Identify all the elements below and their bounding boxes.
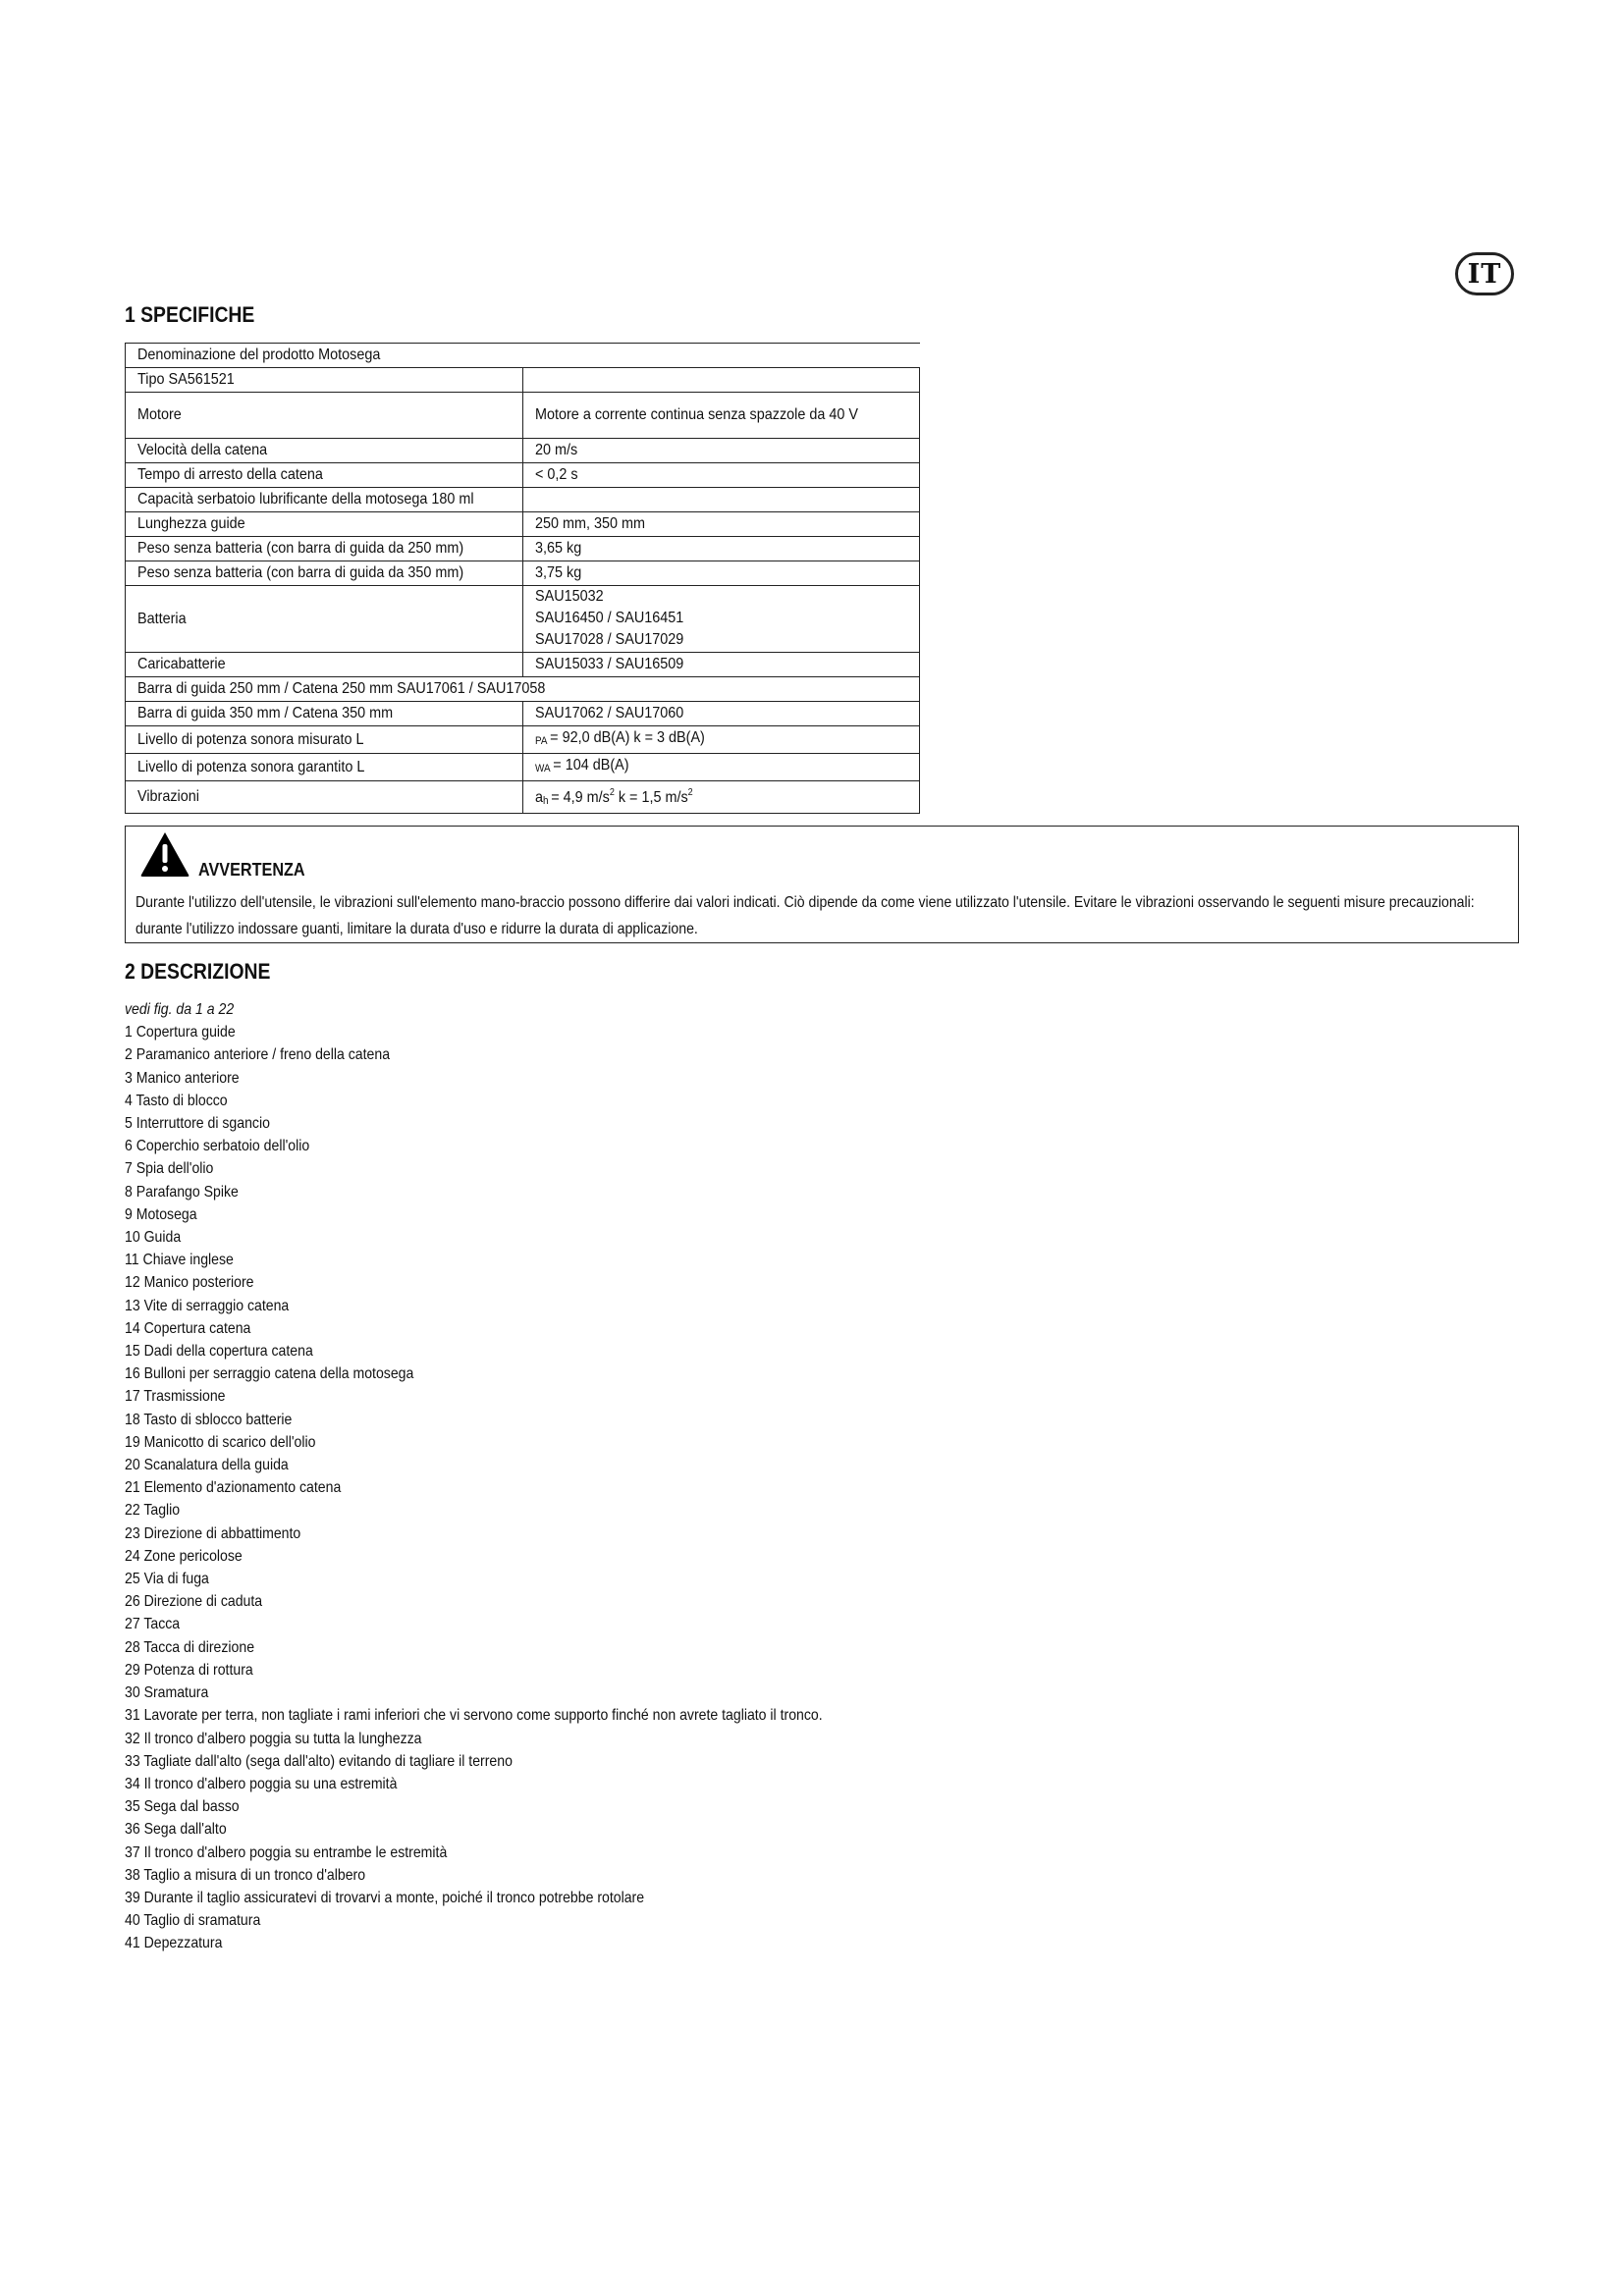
- table-row: [126, 344, 920, 368]
- list-item: 16 Bulloni per serraggio catena della motosega: [125, 1365, 414, 1383]
- warning-box: [125, 826, 1519, 943]
- list-item: 8 Parafango Spike: [125, 1183, 239, 1201]
- list-item: 31 Lavorate per terra, non tagliate i rami inferiori che vi servono come supporto finché non avrete tagliato il tronco.: [125, 1707, 823, 1725]
- list-item: 3 Manico anteriore: [125, 1069, 240, 1087]
- table-row: [126, 754, 920, 781]
- table-row: [126, 439, 920, 463]
- table-row: [126, 512, 920, 537]
- list-item: 34 Il tronco d'albero poggia su una estremità: [125, 1775, 398, 1792]
- spec-value: WA = 104 dB(A): [522, 754, 920, 781]
- table-row: [126, 537, 920, 561]
- list-item: 25 Via di fuga: [125, 1571, 209, 1588]
- table-row: [126, 463, 920, 488]
- list-item: 37 Il tronco d'albero poggia su entrambe le estremità: [125, 1843, 448, 1861]
- list-item: 40 Taglio di sramatura: [125, 1912, 261, 1930]
- list-item: 13 Vite di serraggio catena: [125, 1297, 290, 1314]
- list-item: 26 Direzione di caduta: [125, 1593, 263, 1611]
- table-row: [126, 677, 920, 702]
- list-item: 4 Tasto di blocco: [125, 1092, 228, 1109]
- list-item: 6 Coperchio serbatoio dell'olio: [125, 1138, 310, 1155]
- list-item: 28 Tacca di direzione: [125, 1638, 255, 1656]
- list-item: 24 Zone pericolose: [125, 1547, 243, 1565]
- spec-label: Batteria: [126, 586, 523, 653]
- list-item: 38 Taglio a misura di un tronco d'albero: [125, 1866, 366, 1884]
- spec-value: 20 m/s: [522, 439, 920, 463]
- list-item: 12 Manico posteriore: [125, 1274, 254, 1292]
- spec-value: 250 mm, 350 mm: [522, 512, 920, 537]
- table-row: [126, 368, 920, 393]
- spec-value: SAU15033 / SAU16509: [522, 653, 920, 677]
- spec-label: Tipo SA561521: [126, 368, 523, 393]
- list-item: 21 Elemento d'azionamento catena: [125, 1479, 342, 1497]
- section-title-specifications: 1 SPECIFICHE: [125, 302, 255, 327]
- specifications-table: [125, 343, 920, 814]
- spec-label: Barra di guida 250 mm / Catena 250 mm SAU17061 / SAU17058: [126, 677, 920, 702]
- table-row: [126, 488, 920, 512]
- spec-value: SAU15032 SAU16450 / SAU16451 SAU17028 / SAU17029: [522, 586, 920, 653]
- spec-value: Motore a corrente continua senza spazzole da 40 V: [522, 393, 920, 439]
- list-item: 32 Il tronco d'albero poggia su tutta la lunghezza: [125, 1730, 422, 1747]
- list-item: 36 Sega dall'alto: [125, 1821, 227, 1839]
- spec-label: Peso senza batteria (con barra di guida da 250 mm): [126, 537, 523, 561]
- list-item: 11 Chiave inglese: [125, 1252, 234, 1269]
- list-item: 23 Direzione di abbattimento: [125, 1524, 301, 1542]
- list-item: 27 Tacca: [125, 1616, 181, 1633]
- warning-text: Durante l'utilizzo dell'utensile, le vibrazioni sull'elemento mano-braccio possono differire dai valori indicati. Ciò dipende da come viene utilizzato l'utensile. Evitare le vibrazioni osservando le seguenti misure precauzionali: durante l'utilizzo indossare guanti, limitare la durata d'uso e ridurre la durata di applicazione.: [135, 894, 1475, 937]
- spec-value: PA = 92,0 dB(A) k = 3 dB(A): [522, 726, 920, 754]
- list-item: 14 Copertura catena: [125, 1319, 251, 1337]
- spec-label: Livello di potenza sonora misurato L: [126, 726, 523, 754]
- list-item: 9 Motosega: [125, 1205, 197, 1223]
- spec-value: [522, 368, 920, 393]
- spec-value: 3,75 kg: [522, 561, 920, 586]
- list-item: 33 Tagliate dall'alto (sega dall'alto) evitando di tagliare il terreno: [125, 1752, 513, 1770]
- list-item: 17 Trasmissione: [125, 1388, 226, 1406]
- spec-label: Peso senza batteria (con barra di guida da 350 mm): [126, 561, 523, 586]
- list-item: 18 Tasto di sblocco batterie: [125, 1411, 293, 1428]
- list-item: 7 Spia dell'olio: [125, 1160, 214, 1178]
- table-row: [126, 561, 920, 586]
- spec-label: Livello di potenza sonora garantito L: [126, 754, 523, 781]
- spec-value: SAU17062 / SAU17060: [522, 702, 920, 726]
- list-item: 10 Guida: [125, 1229, 182, 1247]
- description-list: [125, 998, 823, 1955]
- list-item: 29 Potenza di rottura: [125, 1661, 253, 1679]
- list-item: 1 Copertura guide: [125, 1024, 236, 1041]
- table-row: [126, 393, 920, 439]
- spec-value: 3,65 kg: [522, 537, 920, 561]
- list-item: 30 Sramatura: [125, 1684, 209, 1702]
- list-item: 19 Manicotto di scarico dell'olio: [125, 1433, 316, 1451]
- spec-label: Velocità della catena: [126, 439, 523, 463]
- warning-title: AVVERTENZA: [198, 860, 305, 880]
- list-item: 20 Scanalatura della guida: [125, 1457, 289, 1474]
- spec-label: Motore: [126, 393, 523, 439]
- table-row: [126, 653, 920, 677]
- list-item: 2 Paramanico anteriore / freno della catena: [125, 1046, 391, 1064]
- spec-label: Barra di guida 350 mm / Catena 350 mm: [126, 702, 523, 726]
- spec-value: [522, 488, 920, 512]
- spec-label: Vibrazioni: [126, 781, 523, 814]
- parts-list: [125, 1021, 823, 1954]
- list-item: 39 Durante il taglio assicuratevi di trovarvi a monte, poiché il tronco potrebbe rotolare: [125, 1889, 645, 1906]
- list-item: 15 Dadi della copertura catena: [125, 1343, 313, 1361]
- spec-label: Lunghezza guide: [126, 512, 523, 537]
- table-row: [126, 702, 920, 726]
- table-row: [126, 781, 920, 814]
- warning-icon: [139, 830, 190, 878]
- list-item: 22 Taglio: [125, 1502, 181, 1520]
- table-row: [126, 726, 920, 754]
- spec-label: Capacità serbatoio lubrificante della motosega 180 ml: [126, 488, 523, 512]
- list-item: 41 Depezzatura: [125, 1935, 223, 1952]
- spec-label: Denominazione del prodotto Motosega: [126, 344, 920, 368]
- spec-label: Caricabatterie: [126, 653, 523, 677]
- list-item: 35 Sega dal basso: [125, 1798, 240, 1816]
- spec-value: ah = 4,9 $m/s^2$ k = 1,5 $m/s^2$: [522, 781, 920, 814]
- figure-reference: vedi fig. da 1 a 22: [125, 1001, 235, 1018]
- section-title-description: 2 DESCRIZIONE: [125, 959, 271, 984]
- list-item: 5 Interruttore di sgancio: [125, 1115, 270, 1133]
- spec-value: < 0,2 s: [522, 463, 920, 488]
- table-row: [126, 586, 920, 653]
- language-badge: IT: [1455, 252, 1514, 295]
- spec-label: Tempo di arresto della catena: [126, 463, 523, 488]
